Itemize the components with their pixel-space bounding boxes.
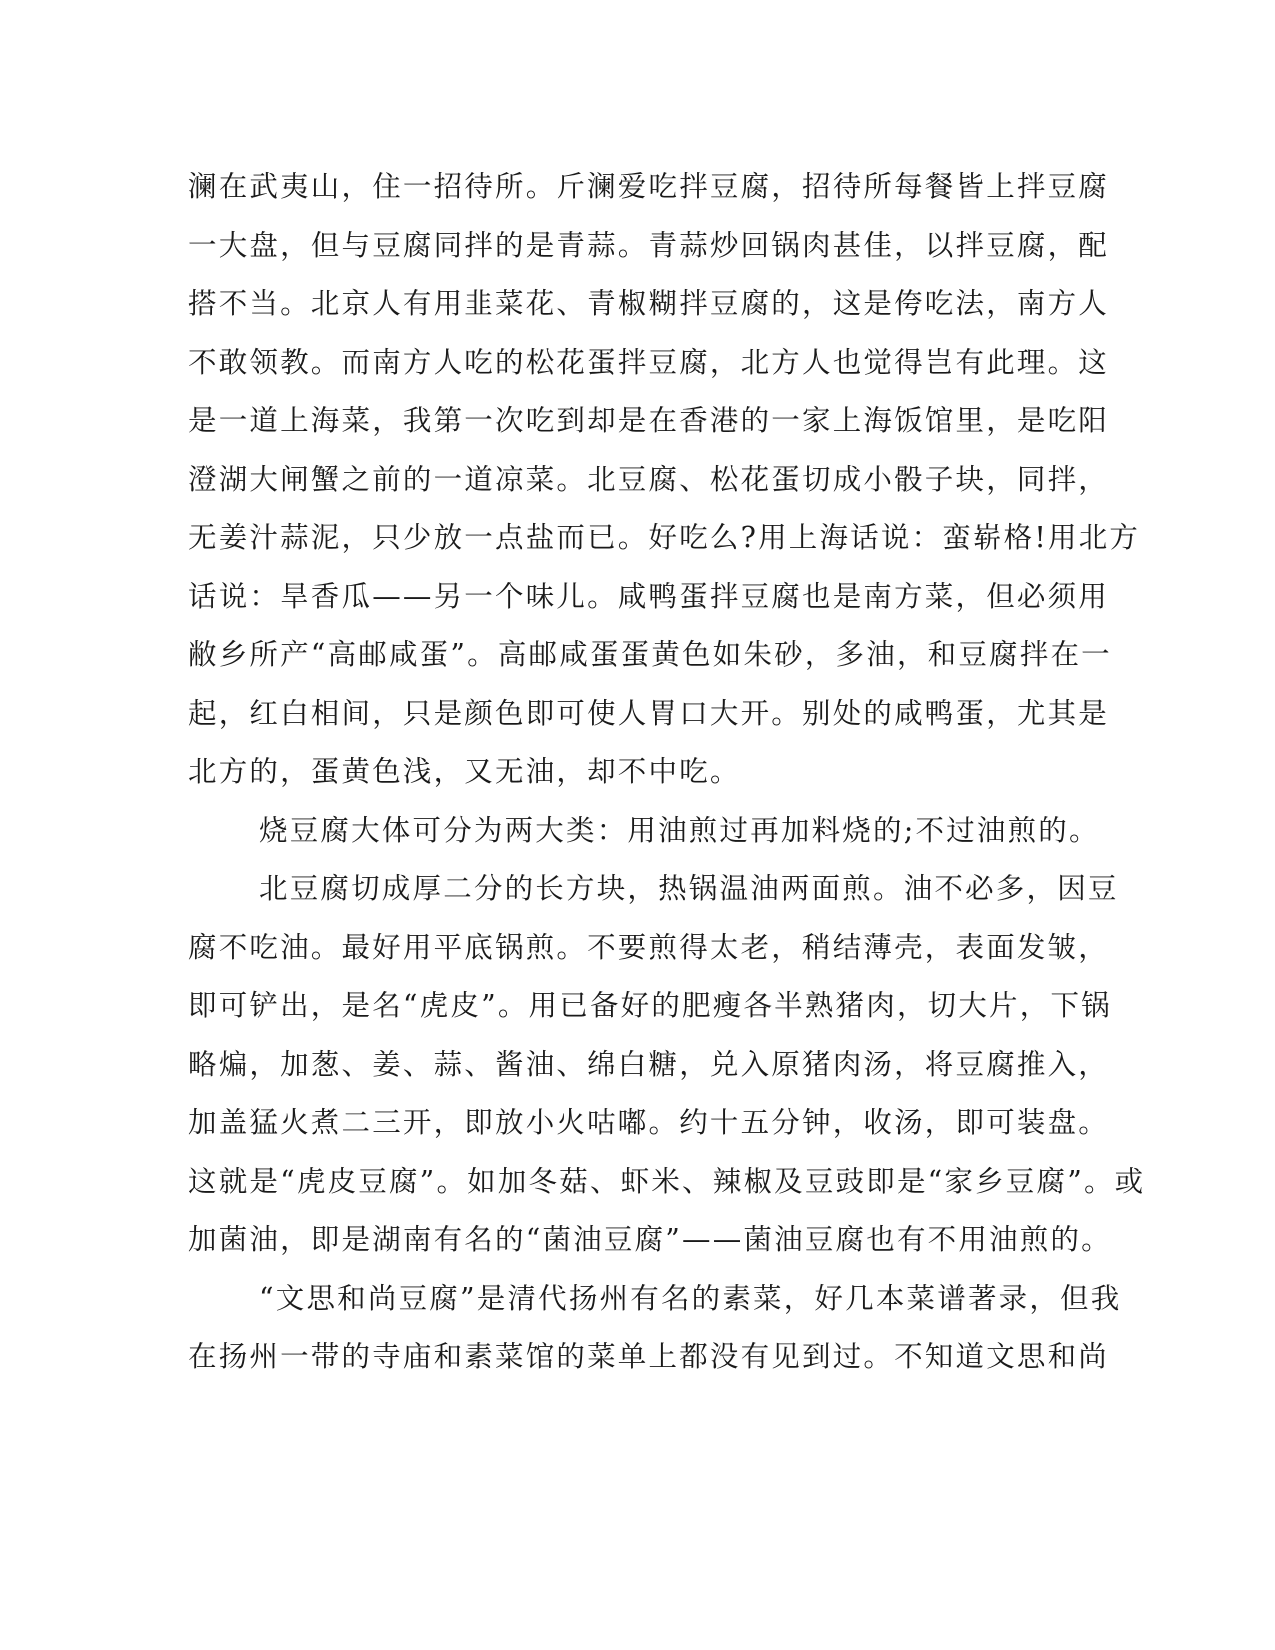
text-line-18: 这就是“虎皮豆腐”。如加冬菇、虾米、辣椒及豆豉即是“家乡豆腐”。或 <box>188 1164 1146 1198</box>
text-line-2: 一大盘，但与豆腐同拌的是青蒜。青蒜炒回锅肉甚佳，以拌豆腐，配 <box>188 228 1110 262</box>
text-line-10: 起，红白相间，只是颜色即可使人胃口大开。别处的咸鸭蛋，尤其是 <box>188 696 1110 730</box>
body-text <box>188 158 1146 1387</box>
text-line-8: 话说：旱香瓜——另一个味儿。咸鸭蛋拌豆腐也是南方菜，但必须用 <box>188 579 1110 613</box>
text-line-11: 北方的，蛋黄色浅，又无油，却不中吃。 <box>188 755 741 788</box>
text-line-21: 在扬州一带的寺庙和素菜馆的菜单上都没有见到过。不知道文思和尚 <box>188 1340 1110 1373</box>
paragraph-start-line: 北豆腐切成厚二分的长方块，热锅温油两面煎。油不必多，因豆 <box>259 872 1119 905</box>
text-line-17: 加盖猛火煮二三开，即放小火咕嘟。约十五分钟，收汤，即可装盘。 <box>188 1106 1110 1139</box>
paragraph-start-line: “文思和尚豆腐”是清代扬州有名的素菜，好几本菜谱著录，但我 <box>259 1281 1122 1315</box>
text-line-1: 澜在武夷山，住一招待所。斤澜爱吃拌豆腐，招待所每餐皆上拌豆腐 <box>188 170 1110 203</box>
text-line-6: 澄湖大闸蟹之前的一道凉菜。北豆腐、松花蛋切成小骰子块，同拌， <box>188 462 1110 496</box>
text-line-9: 敝乡所产“高邮咸蛋”。高邮咸蛋蛋黄色如朱砂，多油，和豆腐拌在一 <box>188 638 1112 671</box>
text-line-5: 是一道上海菜，我第一次吃到却是在香港的一家上海饭馆里，是吃阳 <box>188 404 1110 437</box>
text-line-19: 加菌油，即是湖南有名的“菌油豆腐”——菌油豆腐也有不用油煎的。 <box>188 1223 1112 1256</box>
text-line-3: 搭不当。北京人有用韭菜花、青椒糊拌豆腐的，这是侉吃法，南方人 <box>188 287 1110 320</box>
text-line-15: 即可铲出，是名“虎皮”。用已备好的肥瘦各半熟猪肉，切大片，下锅 <box>188 989 1112 1022</box>
paragraph-start-line: 烧豆腐大体可分为两大类：用油煎过再加料烧的;不过油煎的。 <box>259 813 1100 847</box>
text-line-7: 无姜汁蒜泥，只少放一点盐而已。好吃么?用上海话说：蛮崭格!用北方 <box>188 521 1141 554</box>
text-line-14: 腐不吃油。最好用平底锅煎。不要煎得太老，稍结薄壳，表面发皱， <box>188 930 1110 964</box>
text-line-16: 略煸，加葱、姜、蒜、酱油、绵白糖，兑入原猪肉汤，将豆腐推入， <box>188 1047 1110 1081</box>
text-line-4: 不敢领教。而南方人吃的松花蛋拌豆腐，北方人也觉得岂有此理。这 <box>188 345 1110 379</box>
